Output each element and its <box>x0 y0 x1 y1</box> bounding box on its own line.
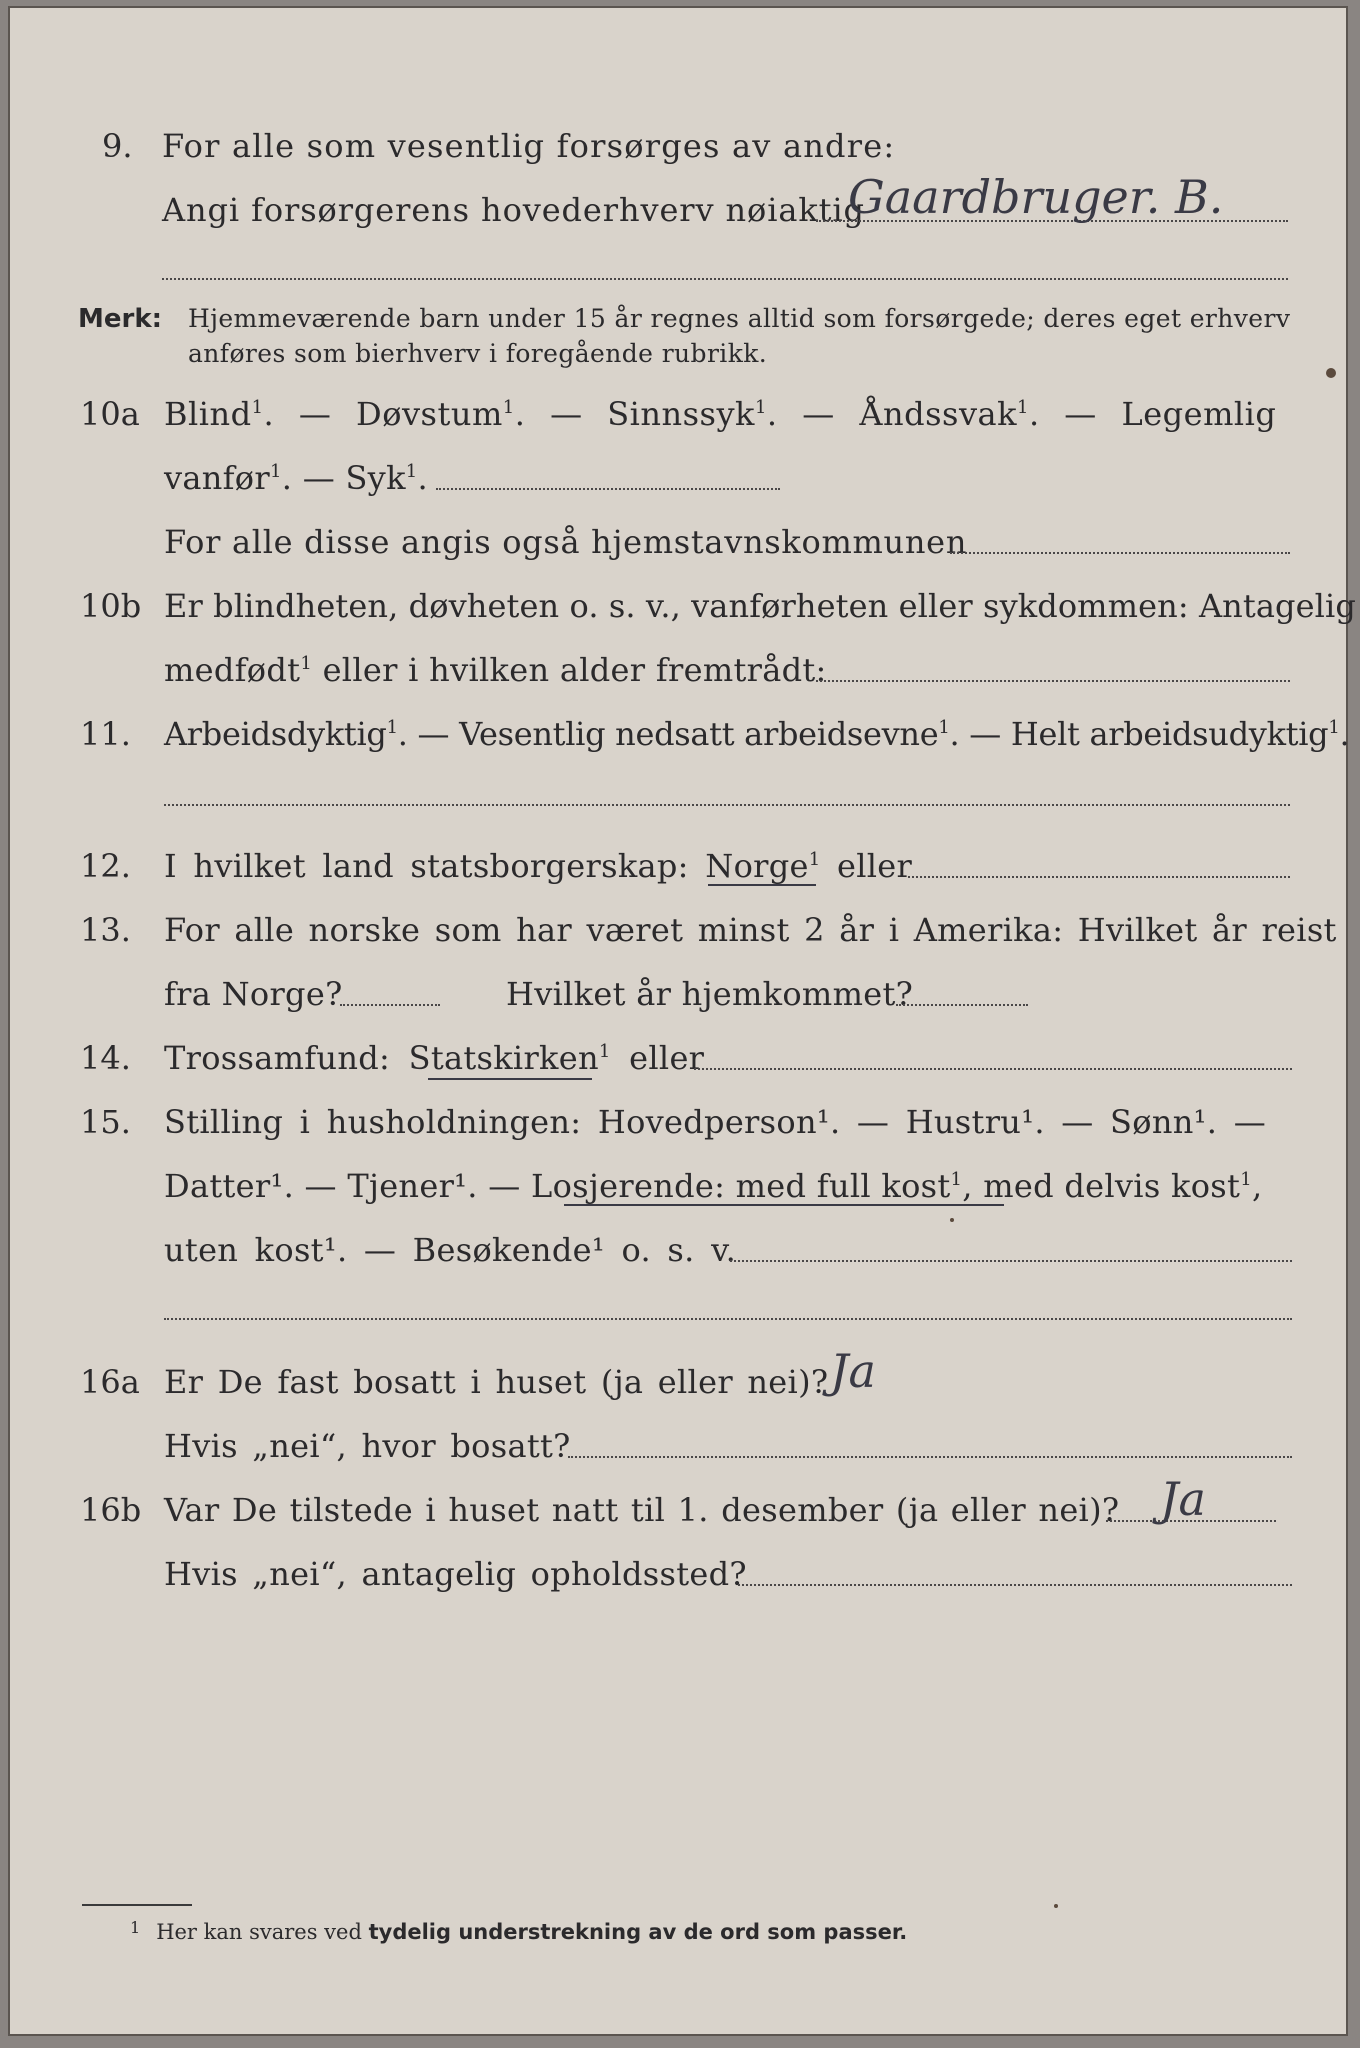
q16a-handwritten-answer: Ja <box>830 1344 876 1398</box>
paper-spot <box>1054 1904 1058 1908</box>
q10b-line1: Er blindheten, døvheten o. s. v., vanførheten eller sykdommen: Antagelig <box>164 587 1356 625</box>
q13-reist-line <box>340 1004 440 1006</box>
footnote-rule <box>82 1904 192 1906</box>
q15-extra-line <box>164 1318 1292 1320</box>
q16a-number: 16a <box>80 1363 140 1401</box>
q15-other-line <box>730 1260 1292 1262</box>
q10a-line2: vanfør$^1$. — Syk$^1$. <box>164 459 429 497</box>
q16b-line2: Hvis „nei“, antagelig opholdssted? <box>164 1555 747 1593</box>
q16b-number: 16b <box>80 1491 142 1529</box>
q10a-dovstum: . — Døvstum <box>263 395 503 433</box>
q10a-blind: Blind <box>164 395 252 433</box>
q16a-line1: Er De fast bosatt i huset (ja eller nei)? <box>164 1363 829 1401</box>
q16a-bosatt-line <box>568 1456 1292 1458</box>
q12-other-line <box>908 876 1290 878</box>
q14-statskirken-option: Statskirken <box>408 1039 599 1077</box>
q10a-line3: For alle disse angis også hjemstavnskommunen <box>164 523 968 561</box>
q13-line2a: fra Norge? <box>164 975 343 1013</box>
q13-line2b: Hvilket år hjemkommet? <box>506 975 914 1013</box>
q16b-line1: Var De tilstede i huset natt til 1. desember (ja eller nei)? <box>164 1491 1120 1529</box>
q10b-alder-line <box>816 680 1290 682</box>
q14-other-line <box>694 1068 1292 1070</box>
q14-line: Trossamfund: Statskirken$^1$ eller <box>164 1039 705 1077</box>
q12-norge-option: Norge <box>705 847 809 885</box>
q16b-opholdssted-line <box>738 1584 1292 1586</box>
q10a-syk-line <box>436 488 780 490</box>
merk-label: Merk: <box>78 304 163 334</box>
q10a-legemlig: . — Legemlig <box>1028 395 1277 433</box>
q10b-number: 10b <box>80 587 142 625</box>
q9-handwritten-answer: Gaardbruger. B. <box>848 170 1224 224</box>
q9-line2: Angi forsørgerens hovederhverv nøiaktig <box>162 191 865 229</box>
q15-line2: Datter¹. — Tjener¹. — Losjerende: med full kost$^1$, med delvis kost$^1$, <box>164 1167 1263 1205</box>
census-form-page <box>8 6 1356 2036</box>
q11-line: Arbeidsdyktig$^1$. — Vesentlig nedsatt arbeidsevne$^1$. — Helt arbeidsudyktig$^1$. <box>164 715 1350 753</box>
q15-number: 15. <box>80 1103 131 1141</box>
q12-norge-underline <box>708 884 816 886</box>
q13-number: 13. <box>80 911 131 949</box>
q14-number: 14. <box>80 1039 131 1077</box>
paper-spot <box>950 1218 954 1222</box>
q15-losjerende-option: Losjerende: med full kost <box>531 1167 951 1205</box>
q12-line: I hvilket land statsborgerskap: Norge$^1$ eller <box>164 847 913 885</box>
q16a-line2: Hvis „nei“, hvor bosatt? <box>164 1427 571 1465</box>
merk-line1: Hjemmeværende barn under 15 år regnes alltid som forsørgede; deres eget erhverv <box>188 304 1291 333</box>
footnote: $^1$ Her kan svares ved tydelig understrekning av de ord som passer. <box>130 1918 908 1944</box>
q9-line1: For alle som vesentlig forsørges av andre: <box>162 127 896 165</box>
q14-statskirken-underline <box>428 1078 592 1080</box>
q11-answer-line <box>164 804 1290 806</box>
q13-line1: For alle norske som har været minst 2 år i Amerika: Hvilket år reist <box>164 911 1337 949</box>
q12-number: 12. <box>80 847 131 885</box>
q10a-andssvak: . — Åndssvak <box>766 395 1017 433</box>
q10a-line1: Blind$^1$. — Døvstum$^1$. — Sinnssyk$^1$. — Åndssvak$^1$. — Legemlig <box>164 395 1277 433</box>
footnote-mark: 1 <box>130 1918 141 1937</box>
merk-line2: anføres som bierhverv i foregående rubrikk. <box>188 339 768 368</box>
q10a-number: 10a <box>80 395 140 433</box>
q9-extra-line <box>162 278 1288 280</box>
q10a-sinnssyk: . — Sinnssyk <box>514 395 755 433</box>
q15-losjerende-underline <box>564 1204 1004 1206</box>
q13-hjem-line <box>896 1004 1028 1006</box>
q9-number: 9. <box>102 127 133 165</box>
q15-line3: uten kost¹. — Besøkende¹ o. s. v. <box>164 1231 737 1269</box>
q11-number: 11. <box>80 715 131 753</box>
q15-line1: Stilling i husholdningen: Hovedperson¹. — Hustru¹. — Sønn¹. — <box>164 1103 1267 1141</box>
q16b-handwritten-answer: Ja <box>1160 1472 1206 1526</box>
q10a-kommune-line <box>950 552 1290 554</box>
q10b-line2: medfødt$^1$ eller i hvilken alder fremtrådt: <box>164 651 827 689</box>
paper-spot <box>1326 368 1336 378</box>
